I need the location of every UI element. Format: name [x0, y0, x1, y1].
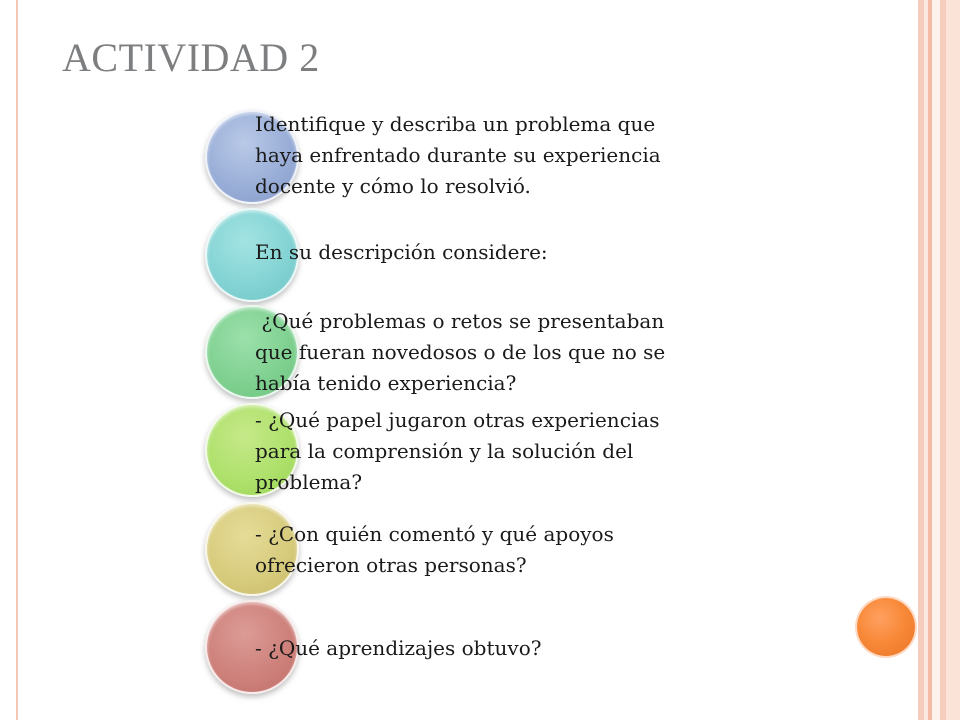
item-text-line: para la comprensión y la solución del: [255, 439, 634, 463]
list-item-question-experiences: [255, 405, 795, 498]
list-item-question-support: [255, 519, 795, 581]
item-text-line: ofrecieron otras personas?: [255, 553, 527, 577]
list-item-consider: [255, 237, 795, 268]
slide-title: ACTIVIDAD 2: [62, 35, 320, 80]
right-decorative-stripes: [918, 0, 960, 720]
item-text-line: ¿Qué problemas o retos se presentaban: [255, 309, 665, 333]
item-text-line: Identifique y describa un problema que: [255, 112, 656, 136]
item-text-line: - ¿Qué papel jugaron otras experiencias: [255, 408, 660, 432]
list-item-question-problems: [255, 306, 795, 399]
list-item-question-learning: [255, 633, 795, 664]
item-text-line: que fueran novedosos o de los que no se: [255, 340, 666, 364]
orange-accent-circle: [857, 598, 915, 656]
left-frame-line: [16, 0, 18, 720]
item-text-line: - ¿Con quién comentó y qué apoyos: [255, 522, 614, 546]
item-text-line: docente y cómo lo resolvió.: [255, 174, 531, 198]
item-text-line: problema?: [255, 470, 363, 494]
item-text-line: En su descripción considere:: [255, 240, 548, 264]
list-item-instruction: [255, 109, 795, 202]
item-text-line: haya enfrentado durante su experiencia: [255, 143, 661, 167]
item-text-line: había tenido experiencia?: [255, 371, 517, 395]
item-text-line: - ¿Qué aprendizajes obtuvo?: [255, 636, 542, 660]
